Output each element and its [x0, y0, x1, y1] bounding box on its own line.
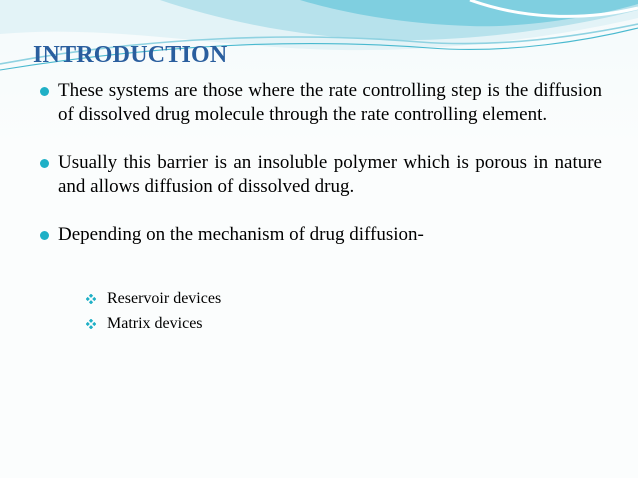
four-diamond-icon: [86, 294, 96, 304]
bullet-item: [40, 223, 602, 247]
sub-bullet-item: [86, 311, 221, 336]
bullet-text: Depending on the mechanism of drug diffusion-: [58, 224, 424, 245]
slide-title: INTRODUCTION: [33, 42, 228, 68]
sub-bullet-text: Matrix devices: [107, 315, 203, 332]
bullet-dot-icon: [40, 87, 49, 96]
sub-bullet-list: [86, 286, 221, 336]
sub-bullet-text: Reservoir devices: [107, 290, 222, 307]
bullet-text: These systems are those where the rate controlling step is the diffusion of dissolved drug molecule through the rate controlling element.: [58, 80, 602, 125]
bullet-item: [40, 151, 602, 199]
bullet-text: Usually this barrier is an insoluble polymer which is porous in nature and allows diffusion of dissolved drug.: [58, 152, 602, 197]
bullet-list: [40, 79, 602, 247]
bullet-item: [40, 79, 602, 127]
four-diamond-icon: [86, 319, 96, 329]
sub-bullet-item: [86, 286, 221, 311]
bullet-dot-icon: [40, 231, 49, 240]
bullet-dot-icon: [40, 159, 49, 168]
